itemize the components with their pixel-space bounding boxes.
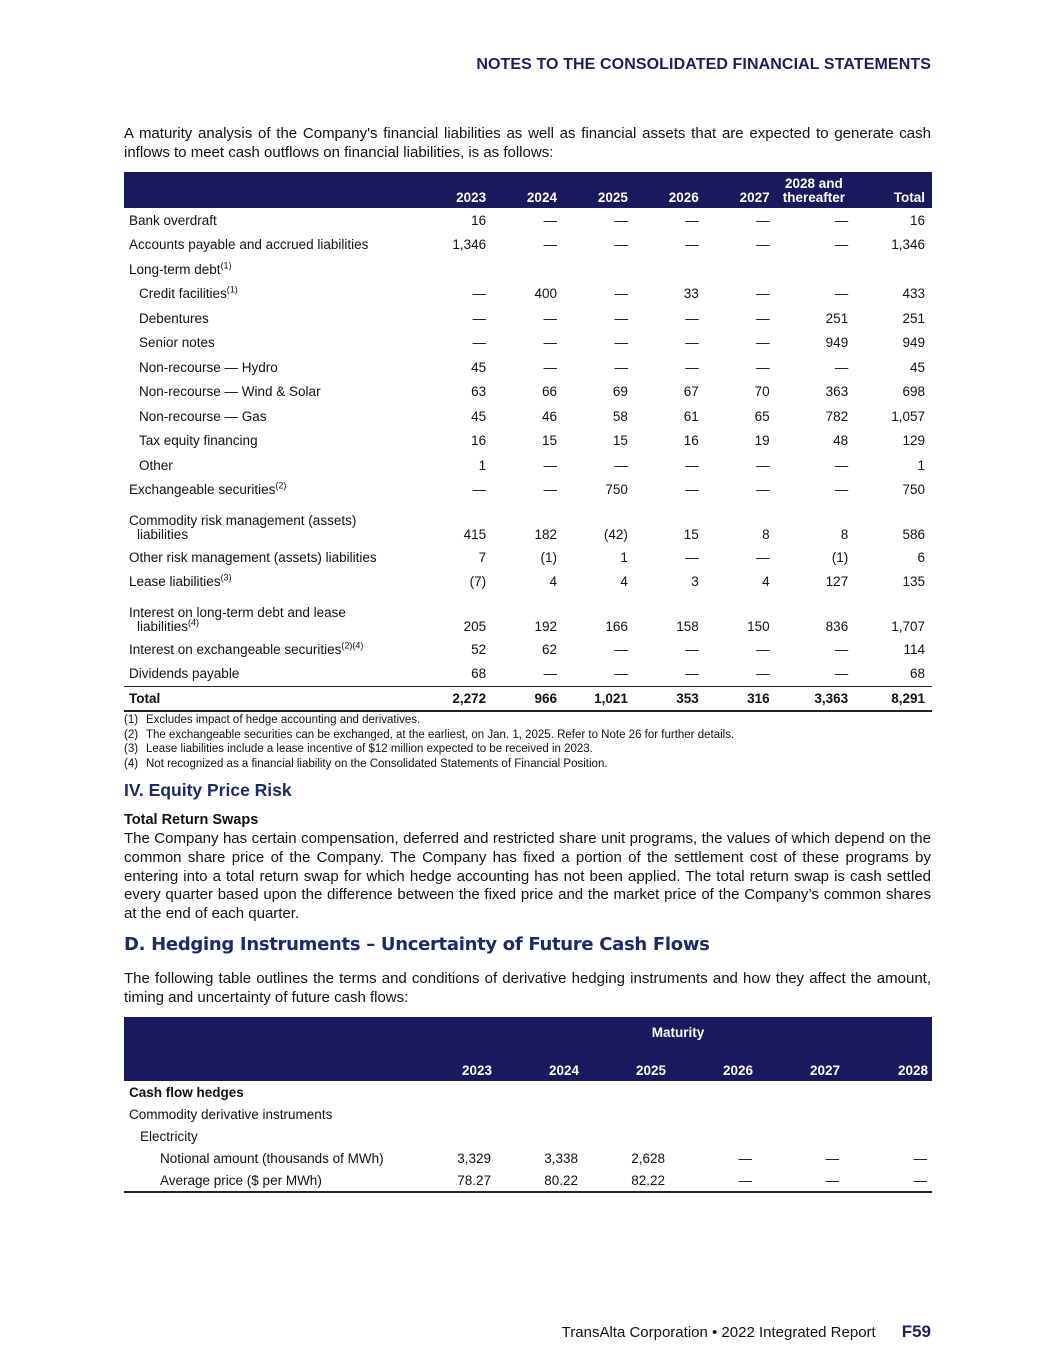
row-label: Bank overdraft xyxy=(129,212,217,228)
table-row xyxy=(124,257,932,282)
header-label-cell xyxy=(124,172,422,208)
table-row xyxy=(124,1169,932,1192)
table-row xyxy=(124,355,932,380)
table-cell: (1) xyxy=(831,549,849,565)
header-2027: 2027 xyxy=(739,190,770,205)
footnote: (2) The exchangeable securities can be exchanged, at the earliest, on Jan. 1, 2025. Refer to Note 26 for further details. xyxy=(124,728,735,741)
table-cell: 3,338 xyxy=(544,1150,578,1166)
row-label: Cash flow hedges xyxy=(129,1084,244,1100)
table-header-row xyxy=(124,1047,932,1081)
table-cell: — xyxy=(834,641,849,657)
table-cell: — xyxy=(614,310,628,326)
row-label: Dividends payable xyxy=(129,666,240,682)
table-cell: 69 xyxy=(612,384,628,400)
table-cell: 68 xyxy=(909,666,925,682)
table-row xyxy=(124,282,932,307)
table-cell: 129 xyxy=(902,433,925,449)
table-cell: — xyxy=(685,549,699,565)
equity-price-risk-heading: IV. Equity Price Risk xyxy=(124,780,292,800)
footnote: (3) Lease liabilities include a lease incentive of $12 million expected to be received in 2023. xyxy=(124,743,593,756)
table-cell: 586 xyxy=(902,527,925,542)
table-cell: 16 xyxy=(471,212,487,228)
table-cell: — xyxy=(614,212,628,228)
table-cell: 8 xyxy=(762,527,770,542)
table-cell: 966 xyxy=(493,687,564,712)
table-cell: — xyxy=(834,666,849,682)
table-row xyxy=(124,380,932,405)
table-cell: — xyxy=(670,1169,757,1192)
header-2026: 2026 xyxy=(668,190,699,205)
table-cell: 52 xyxy=(471,641,487,657)
table-cell: 836 xyxy=(825,619,849,634)
table-cell: — xyxy=(685,359,699,375)
table-cell: 1,707 xyxy=(891,619,925,634)
table-row xyxy=(124,1125,932,1147)
table-cell: — xyxy=(685,335,699,351)
header-2025: 2025 xyxy=(635,1063,666,1078)
table-cell: — xyxy=(614,286,628,302)
table-cell: — xyxy=(543,666,557,682)
table-cell: 65 xyxy=(754,408,770,424)
row-label: Commodity derivative instruments xyxy=(129,1106,333,1122)
table-cell: 19 xyxy=(754,433,770,449)
footnote: (4) Not recognized as a financial liability on the Consolidated Statements of Financial Position. xyxy=(124,758,608,771)
table-cell: 127 xyxy=(825,574,849,590)
table-cell: — xyxy=(543,212,557,228)
table-cell: — xyxy=(685,310,699,326)
table-row xyxy=(124,208,932,233)
table-row xyxy=(124,1147,932,1169)
table-row xyxy=(124,637,932,662)
table-cell: — xyxy=(844,1169,932,1192)
table-cell: 6 xyxy=(917,549,925,565)
table-cell: 415 xyxy=(463,527,487,542)
table-cell: 433 xyxy=(902,286,925,302)
table-cell: 15 xyxy=(612,433,628,449)
table-cell: 78.27 xyxy=(424,1169,496,1192)
table-cell xyxy=(855,257,932,282)
table-cell: 70 xyxy=(754,384,770,400)
table-cell: 750 xyxy=(605,482,628,498)
table-cell: 62 xyxy=(541,641,557,657)
table-cell: — xyxy=(472,335,487,351)
header-label-cell xyxy=(124,1047,424,1081)
table-cell: 4 xyxy=(762,574,770,590)
table-cell: 1 xyxy=(620,549,628,565)
table-cell: — xyxy=(756,641,770,657)
table-cell: 61 xyxy=(683,408,699,424)
table-cell: (7) xyxy=(469,574,487,590)
page-header-title: NOTES TO THE CONSOLIDATED FINANCIAL STATEMENTS xyxy=(476,56,931,73)
table-cell: — xyxy=(756,335,770,351)
table-cell: 66 xyxy=(541,384,557,400)
row-label: Non-recourse — Wind & Solar xyxy=(139,384,321,400)
header-2028: 2028 xyxy=(897,1063,928,1078)
table-cell: — xyxy=(543,237,557,253)
table-cell: — xyxy=(834,237,849,253)
table-cell: 2,272 xyxy=(422,687,493,712)
header-2023: 2023 xyxy=(456,190,487,205)
table-cell: 58 xyxy=(612,408,628,424)
table-cell: — xyxy=(825,1150,839,1166)
table-cell: 16 xyxy=(683,433,699,449)
hedging-paragraph: The following table outlines the terms and conditions of derivative hedging instruments and how they affect the amount, timing and uncertainty of future cash flows: xyxy=(124,970,931,1006)
table-cell: — xyxy=(543,335,557,351)
table-cell: — xyxy=(756,310,770,326)
table-cell: — xyxy=(685,482,699,498)
table-cell: — xyxy=(756,482,770,498)
row-label: Electricity xyxy=(140,1128,198,1144)
table-cell: 114 xyxy=(903,641,925,657)
table-cell: 3 xyxy=(691,574,699,590)
table-cell: 16 xyxy=(471,433,487,449)
table-cell xyxy=(777,257,856,282)
table-cell: — xyxy=(756,237,770,253)
page-number: F59 xyxy=(901,1322,931,1341)
table-cell: 80.22 xyxy=(496,1169,583,1192)
table-cell: 45 xyxy=(909,359,925,375)
table-row xyxy=(124,1081,932,1103)
header-2028-thereafter: 2028 and thereafter xyxy=(782,176,846,205)
header-label-cell xyxy=(124,1017,424,1047)
table-cell: — xyxy=(614,457,628,473)
table-cell: 7 xyxy=(478,549,487,565)
table-cell: 3,363 xyxy=(777,687,856,712)
header-total: Total xyxy=(893,190,925,205)
table-row xyxy=(124,404,932,429)
table-cell: — xyxy=(834,286,849,302)
table-cell: (1) xyxy=(540,549,557,565)
table-cell: 68 xyxy=(471,666,487,682)
table-cell: — xyxy=(685,237,699,253)
page-footer xyxy=(562,1322,931,1342)
maturity-analysis-table xyxy=(124,172,932,712)
hedging-instruments-heading: D. Hedging Instruments – Uncertainty of Future Cash Flows xyxy=(124,934,710,955)
table-cell: — xyxy=(472,286,487,302)
row-label: Interest on long-term debt and lease liabilities$^{(4)}$ xyxy=(129,605,346,634)
row-label: Other risk management (assets) liabilities xyxy=(129,549,377,565)
header-maturity: Maturity xyxy=(651,1024,705,1040)
row-label: Non-recourse — Gas xyxy=(139,408,267,424)
table-cell: 1 xyxy=(917,457,925,473)
table-cell: — xyxy=(614,641,628,657)
row-label: Other xyxy=(139,457,173,473)
table-cell: — xyxy=(756,457,770,473)
table-cell: 316 xyxy=(706,687,777,712)
table-cell: 949 xyxy=(902,335,925,351)
table-cell: — xyxy=(543,457,557,473)
row-label: Average price ($ per MWh) xyxy=(124,1169,424,1192)
table-cell: — xyxy=(834,359,849,375)
row-label: Debentures xyxy=(139,310,209,326)
table-cell: 16 xyxy=(909,212,925,228)
table-cell: 1,021 xyxy=(564,687,635,712)
header-2024: 2024 xyxy=(548,1063,579,1078)
table-cell: 15 xyxy=(683,527,699,542)
table-row xyxy=(124,478,932,503)
table-cell: 750 xyxy=(902,482,925,498)
table-cell: 3,329 xyxy=(457,1150,491,1166)
table-cell: 353 xyxy=(635,687,706,712)
table-cell xyxy=(635,257,706,282)
table-cell: 166 xyxy=(605,619,628,634)
header-2023: 2023 xyxy=(461,1063,492,1078)
table-cell: — xyxy=(614,335,628,351)
table-cell xyxy=(493,257,564,282)
header-2024: 2024 xyxy=(526,190,557,205)
table-cell: 82.22 xyxy=(583,1169,670,1192)
table-cell: — xyxy=(756,286,770,302)
intro-paragraph: A maturity analysis of the Company's financial liabilities as well as financial assets that are expected to generate cash inflows to meet cash outflows on financial liabilities, is as follows: xyxy=(124,125,931,161)
table-cell: 698 xyxy=(902,384,925,400)
header-2026: 2026 xyxy=(722,1063,753,1078)
table-cell: — xyxy=(834,457,849,473)
table-cell: 251 xyxy=(902,310,925,326)
table-cell: 1,346 xyxy=(891,237,925,253)
table-cell: 46 xyxy=(541,408,557,424)
table-cell: — xyxy=(543,359,557,375)
table-cell: — xyxy=(472,310,487,326)
table-cell: — xyxy=(614,359,628,375)
table-cell: 4 xyxy=(549,574,557,590)
row-label: Notional amount (thousands of MWh) xyxy=(160,1150,384,1166)
table-cell: — xyxy=(685,641,699,657)
table-cell: 949 xyxy=(825,335,849,351)
table-cell xyxy=(564,257,635,282)
table-cell: 8 xyxy=(840,527,849,542)
table-cell: 4 xyxy=(620,574,628,590)
table-row xyxy=(124,1103,932,1125)
table-row xyxy=(124,453,932,478)
row-label: Credit facilities$^{(1)}$ xyxy=(139,284,238,302)
table-cell: — xyxy=(543,482,557,498)
table-cell: — xyxy=(472,482,487,498)
table-row xyxy=(124,594,932,637)
table-cell: 67 xyxy=(683,384,699,400)
table-row xyxy=(124,502,932,545)
row-label: Total xyxy=(124,687,422,712)
row-label: Interest on exchangeable securities$^{(2)(4)}$ xyxy=(129,640,364,657)
table-cell: 158 xyxy=(676,619,699,634)
table-row xyxy=(124,331,932,356)
table-cell: — xyxy=(738,1150,752,1166)
footnote: (1) Excludes impact of hedge accounting and derivatives. xyxy=(124,714,421,726)
table-cell: — xyxy=(913,1150,927,1166)
total-row xyxy=(124,687,932,712)
table-cell: 1,346 xyxy=(452,237,487,253)
table-row xyxy=(124,306,932,331)
table-cell: 45 xyxy=(471,408,487,424)
header-2027: 2027 xyxy=(809,1063,840,1078)
table-cell: 63 xyxy=(471,384,487,400)
table-cell: 33 xyxy=(683,286,699,302)
table-cell xyxy=(706,257,777,282)
table-cell: — xyxy=(834,482,849,498)
table-cell: — xyxy=(756,212,770,228)
footer-text: TransAlta Corporation • 2022 Integrated Report xyxy=(561,1324,876,1341)
table-cell: — xyxy=(756,666,770,682)
table-cell: 135 xyxy=(902,574,925,590)
table-row xyxy=(124,570,932,595)
table-cell: — xyxy=(614,666,628,682)
table-cell: 182 xyxy=(534,527,557,542)
table-cell: 1,057 xyxy=(891,408,925,424)
table-header-row xyxy=(124,172,932,208)
table-cell: 192 xyxy=(534,619,557,634)
row-label: Commodity risk management (assets) liabilities xyxy=(129,513,357,542)
table-cell: 45 xyxy=(471,359,487,375)
table-cell: 363 xyxy=(825,384,849,400)
table-header-group-row xyxy=(124,1017,932,1047)
table-cell: 2,628 xyxy=(631,1150,665,1166)
table-cell: 8,291 xyxy=(855,687,932,712)
row-label: Long-term debt$^{(1)}$ xyxy=(129,260,232,277)
row-label: Exchangeable securities$^{(2)}$ xyxy=(129,480,287,498)
total-return-swaps-subheading: Total Return Swaps xyxy=(124,812,259,828)
table-cell: — xyxy=(685,457,699,473)
table-cell: — xyxy=(543,310,557,326)
table-cell: — xyxy=(757,1169,844,1192)
row-label: Non-recourse — Hydro xyxy=(139,359,278,375)
table-cell: — xyxy=(685,666,699,682)
table-cell: 15 xyxy=(541,433,557,449)
table-cell: (42) xyxy=(603,527,628,542)
table-cell: — xyxy=(756,359,770,375)
row-label: Senior notes xyxy=(139,335,215,351)
table-row xyxy=(124,545,932,570)
hedging-instruments-table xyxy=(124,1017,932,1193)
table-cell: — xyxy=(756,549,770,565)
table-cell: 1 xyxy=(478,457,487,473)
table-cell: 782 xyxy=(825,408,849,424)
table-cell: 205 xyxy=(463,619,487,634)
row-label: Accounts payable and accrued liabilities xyxy=(129,237,369,253)
table-cell: 48 xyxy=(833,433,849,449)
table-cell xyxy=(422,257,493,282)
header-2025: 2025 xyxy=(597,190,628,205)
table-cell: — xyxy=(685,212,699,228)
table-cell: 150 xyxy=(747,619,770,634)
row-label: Tax equity financing xyxy=(139,433,258,449)
footnotes xyxy=(124,713,931,772)
table-row xyxy=(124,662,932,687)
table-cell: — xyxy=(614,237,628,253)
table-cell: 400 xyxy=(534,286,557,302)
equity-paragraph: The Company has certain compensation, deferred and restricted share unit programs, the values of which depend on the common share price of the Company. The Company has fixed a portion of the settlement cost of these programs by entering into a total return swap for which hedge accounting has not been applied. The total return swap is cash settled every quarter based upon the difference between the fixed price and the market price of the Company’s common shares at the end of each quarter. xyxy=(124,830,931,923)
table-row xyxy=(124,429,932,454)
table-cell: — xyxy=(834,212,849,228)
table-cell: 251 xyxy=(825,310,849,326)
row-label: Lease liabilities$^{(3)}$ xyxy=(129,572,232,590)
table-row xyxy=(124,233,932,258)
